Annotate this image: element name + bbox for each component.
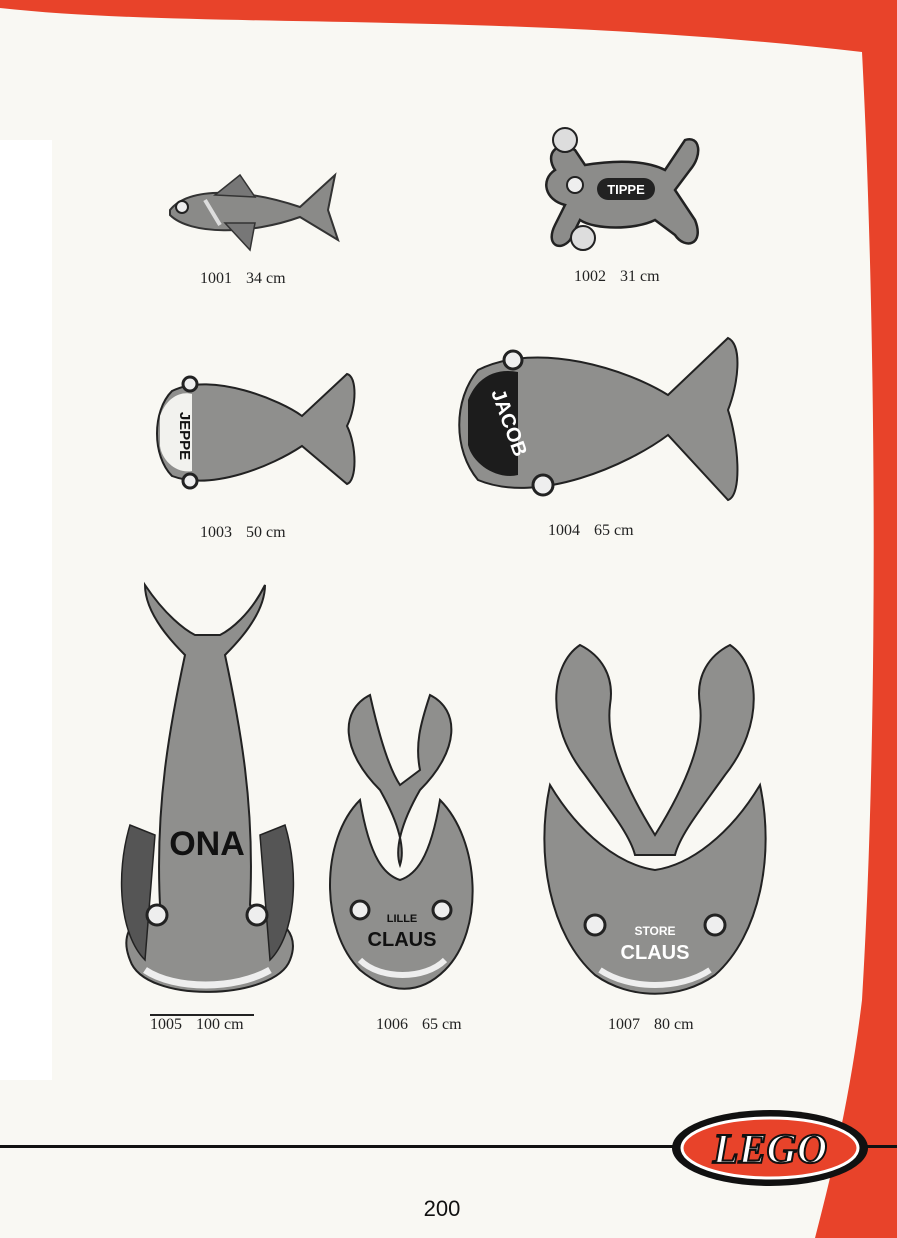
ring-large-label-top: STORE bbox=[634, 924, 676, 938]
caption-1004: 1004 65 cm bbox=[548, 522, 634, 539]
product-1007-ring bbox=[540, 635, 770, 1000]
product-1006-ring bbox=[320, 690, 480, 995]
caption-1005: 1005 100 cm bbox=[150, 1016, 244, 1033]
whale-label: JEPPE bbox=[176, 411, 193, 461]
caption-1001: 1001 34 cm bbox=[200, 270, 286, 287]
product-1005-fish bbox=[115, 575, 300, 1010]
product-1001-fish bbox=[160, 165, 350, 260]
product-1003-whale bbox=[152, 366, 367, 496]
product-1004-whale bbox=[458, 330, 748, 510]
logo-text: LEGO bbox=[712, 1127, 828, 1173]
ring-small-label: CLAUS bbox=[367, 929, 437, 951]
ring-large-label: CLAUS bbox=[620, 942, 690, 964]
frog-label: TIPPE bbox=[607, 182, 645, 197]
ring-small-label-top: LILLE bbox=[386, 913, 418, 925]
page-number: 200 bbox=[423, 1196, 461, 1221]
caption-1006: 1006 65 cm bbox=[376, 1016, 462, 1033]
caption-1007: 1007 80 cm bbox=[608, 1016, 694, 1033]
product-1002-frog bbox=[535, 120, 710, 260]
fish-label: ONA bbox=[169, 825, 245, 863]
lego-logo bbox=[670, 1108, 870, 1188]
caption-1003: 1003 50 cm bbox=[200, 524, 286, 541]
whale-label-large: JACOB bbox=[486, 386, 531, 460]
caption-1002: 1002 31 cm bbox=[574, 268, 660, 285]
